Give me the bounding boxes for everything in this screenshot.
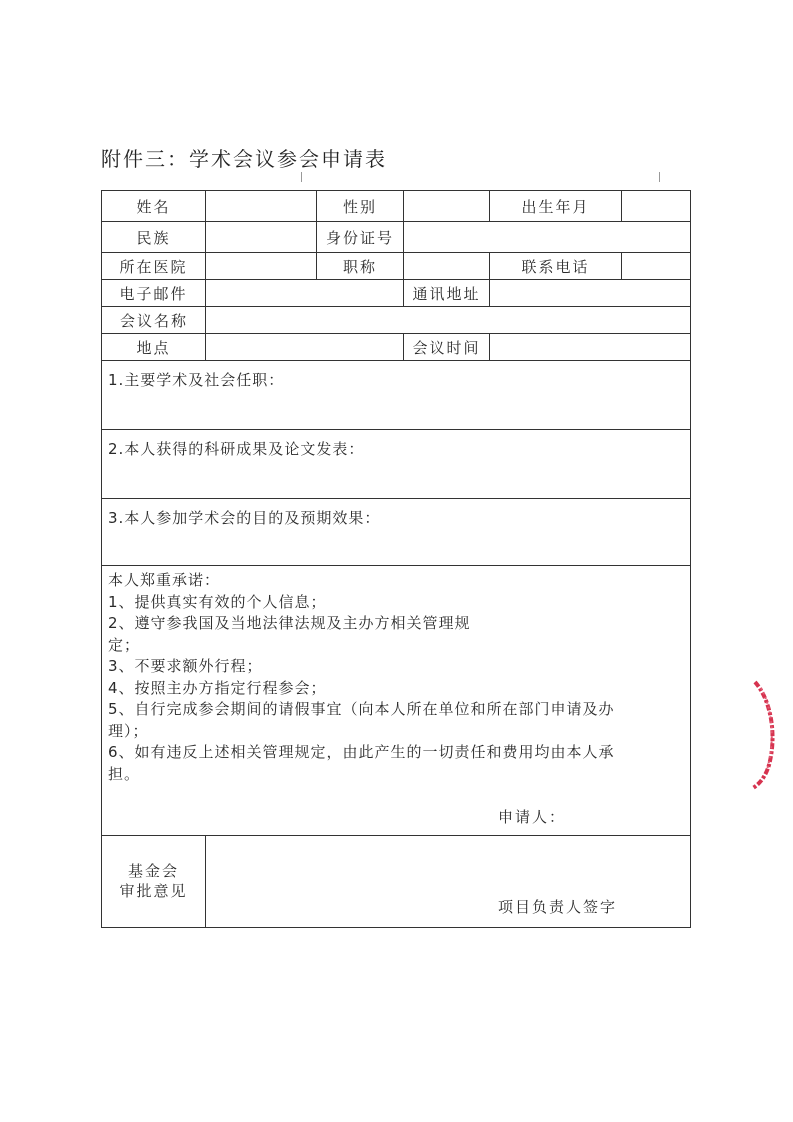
location-label: 地点 — [102, 334, 206, 361]
pledge-line: 定； — [108, 635, 141, 654]
job-title-label: 职称 — [317, 253, 404, 280]
applicant-signature-label: 申请人： — [497, 808, 566, 826]
ethnicity-label: 民族 — [102, 222, 206, 253]
email-label: 电子邮件 — [102, 280, 206, 307]
id-number-label: 身份证号 — [317, 222, 404, 253]
meeting-name-field[interactable] — [206, 307, 691, 334]
email-field[interactable] — [206, 280, 404, 307]
address-field[interactable] — [490, 280, 691, 307]
id-number-field[interactable] — [404, 222, 691, 253]
pledge-line: 担。 — [108, 764, 141, 783]
name-label: 姓名 — [102, 191, 206, 222]
pledge-line: 2、遵守参我国及当地法律法规及主办方相关管理规 — [108, 614, 471, 632]
gender-label: 性别 — [317, 191, 404, 222]
fund-approval-field[interactable] — [206, 835, 691, 927]
address-label: 通讯地址 — [404, 280, 490, 307]
pledge-heading: 本人郑重承诺： — [108, 571, 221, 589]
margin-mark — [301, 172, 302, 182]
pledge-line: 6、如有违反上述相关管理规定，由此产生的一切责任和费用均由本人承 — [108, 743, 615, 761]
pledge-line: 5、自行完成参会期间的请假事宜（向本人所在单位和所在部门申请及办 — [108, 700, 615, 718]
fund-approval-label — [102, 835, 206, 927]
page-title: 附件三：学术会议参会申请表 — [101, 147, 387, 171]
gender-field[interactable] — [404, 191, 490, 222]
job-title-field[interactable] — [404, 253, 490, 280]
section-positions[interactable]: 1.主要学术及社会任职： — [102, 361, 691, 430]
ethnicity-field[interactable] — [206, 222, 317, 253]
phone-field[interactable] — [622, 253, 691, 280]
pledge-line: 3、不要求额外行程； — [108, 657, 263, 675]
meeting-time-field[interactable] — [490, 334, 691, 361]
pledge-line: 1、提供真实有效的个人信息； — [108, 592, 327, 611]
hospital-field[interactable] — [206, 253, 317, 280]
meeting-name-label: 会议名称 — [102, 307, 206, 334]
section-achievements[interactable]: 2.本人获得的科研成果及论文发表： — [102, 430, 691, 499]
phone-label: 联系电话 — [490, 253, 622, 280]
red-seal-stamp — [749, 680, 779, 790]
pledge-block — [102, 566, 691, 836]
project-lead-signature-label: 项目负责人签字 — [498, 897, 618, 916]
location-field[interactable] — [206, 334, 404, 361]
section-purpose[interactable]: 3.本人参加学术会的目的及预期效果： — [102, 499, 691, 566]
pledge-line: 理）； — [108, 721, 149, 740]
birth-label: 出生年月 — [490, 191, 622, 222]
application-form — [101, 190, 691, 928]
name-field[interactable] — [206, 191, 317, 222]
meeting-time-label: 会议时间 — [404, 334, 490, 361]
fund-label-line: 基金会 — [127, 862, 179, 880]
margin-mark — [659, 172, 660, 182]
birth-field[interactable] — [622, 191, 691, 222]
pledge-line: 4、按照主办方指定行程参会； — [108, 678, 327, 697]
hospital-label: 所在医院 — [102, 253, 206, 280]
fund-label-line: 审批意见 — [119, 882, 188, 900]
